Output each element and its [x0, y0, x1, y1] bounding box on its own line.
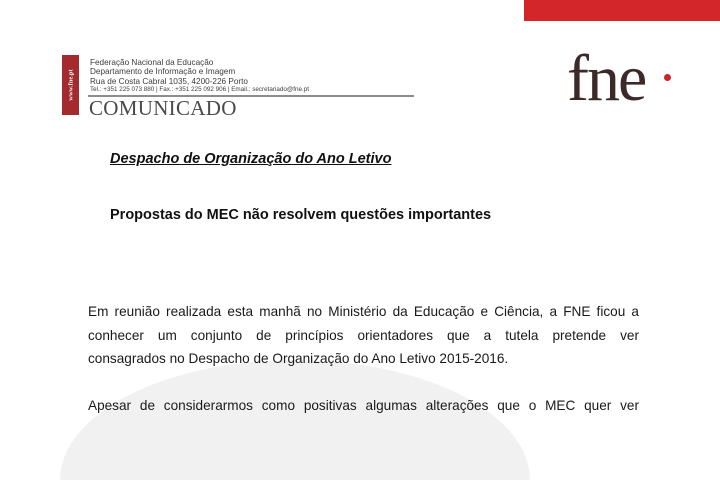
logo-text: fne [567, 42, 646, 115]
fne-logo-icon [567, 34, 687, 130]
logo-dot [664, 74, 671, 81]
paragraph-1-line-1: Em reunião realizada esta manhã no Ministério da Educação e Ciência, a FNE ficou a [88, 304, 639, 319]
top-accent-bar [524, 0, 720, 21]
background-arc [60, 360, 530, 480]
address: Rua de Costa Cabral 1035, 4200-226 Porto [90, 76, 248, 86]
document-headline: Propostas do MEC não resolvem questões importantes [110, 207, 492, 223]
contact-line: Tel.: +351 225 073 880 | Fax.: +351 225 092 906 | Email.: secretariado@fne.pt [90, 86, 310, 93]
paragraph-1-line-3: consagrados no Despacho de Organização do Ano Letivo 2015-2016. [88, 351, 509, 366]
website-text: www.fne.pt [67, 69, 74, 101]
document-subject: Despacho de Organização do Ano Letivo [110, 151, 392, 167]
website-strip [62, 55, 79, 115]
organization-name: Federação Nacional da Educação [90, 58, 214, 67]
document-type: COMUNICADO [89, 96, 237, 120]
department-name: Departamento de Informação e Imagem [90, 67, 236, 77]
organization-details [90, 58, 248, 86]
paragraph-1-line-2: conhecer um conjunto de princípios orientadores que a tutela pretende ver [88, 327, 639, 343]
paragraph-2-line-1: Apesar de considerarmos como positivas algumas alterações que o MEC quer ver [88, 398, 639, 413]
paragraph-1 [88, 300, 639, 371]
